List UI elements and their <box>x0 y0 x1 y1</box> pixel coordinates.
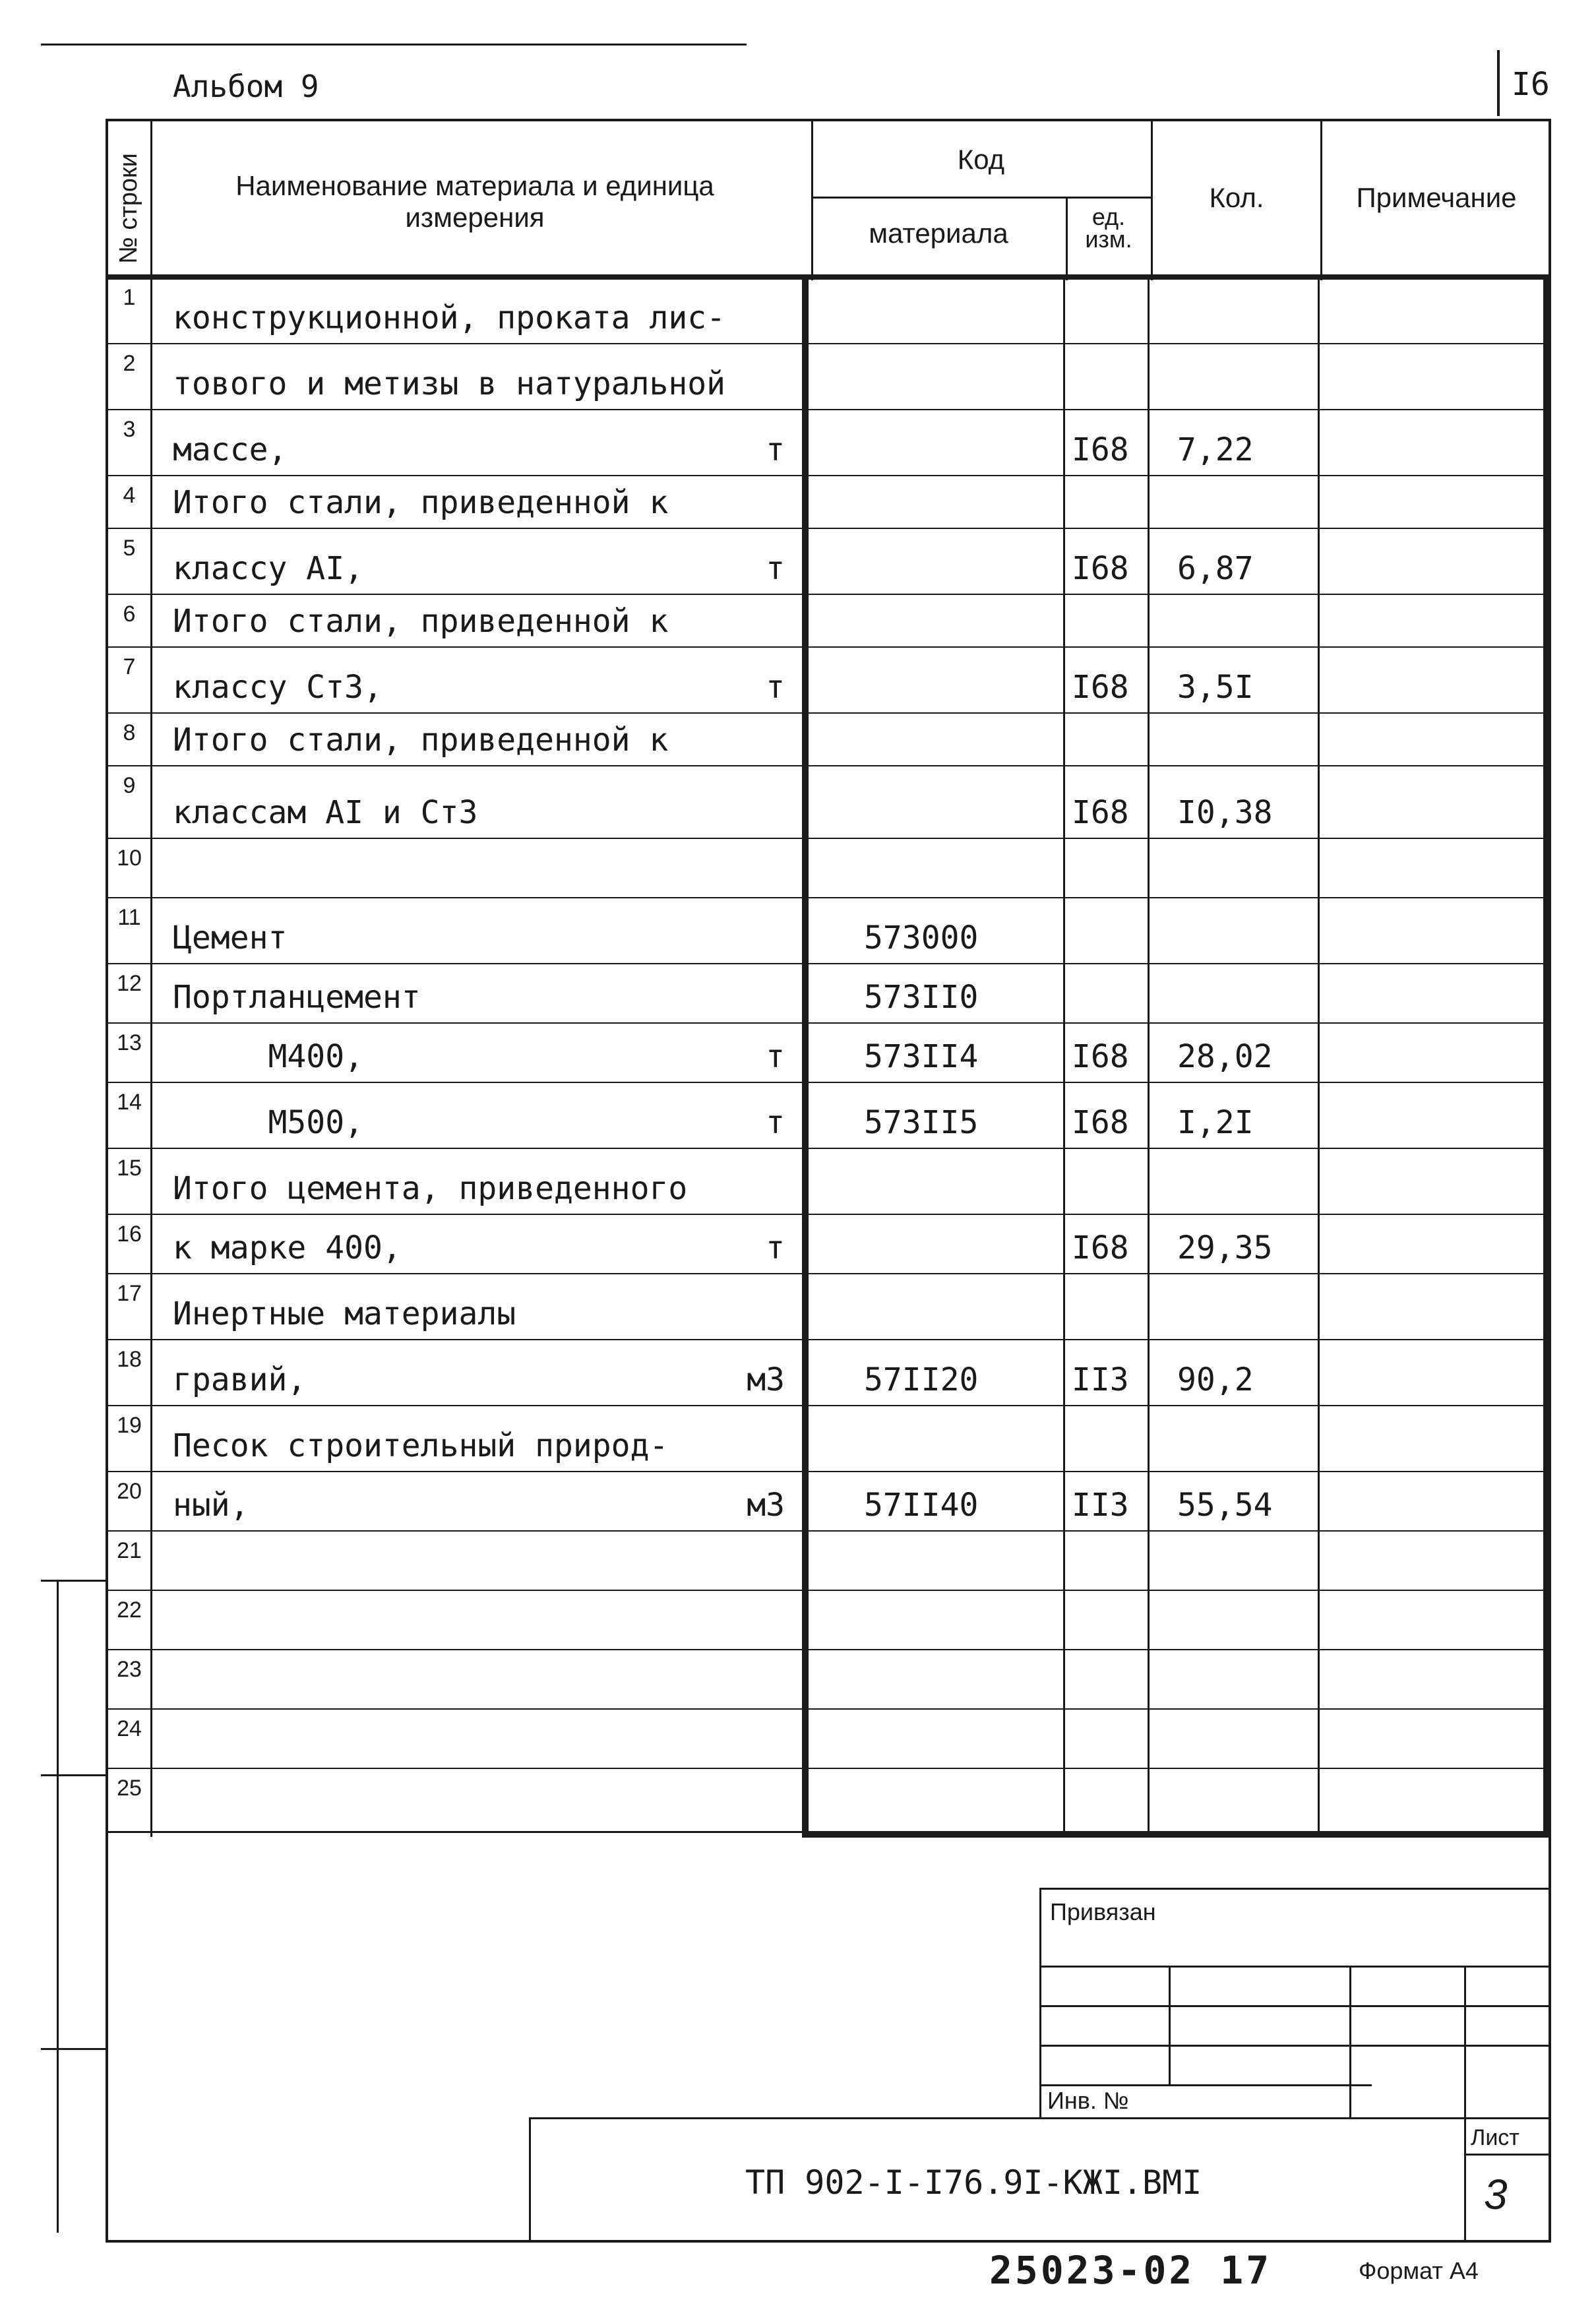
row-number: 5 <box>123 536 136 561</box>
sheet-label: Лист <box>1471 2125 1519 2150</box>
row-name: к марке 400, <box>173 1229 402 1266</box>
order-number: 25023-02 17 <box>989 2248 1272 2293</box>
row-number: 21 <box>117 1538 142 1563</box>
row-divider <box>106 646 1547 648</box>
row-divider <box>106 1273 1547 1274</box>
sheet-number: 3 <box>1484 2171 1508 2218</box>
inv-label: Инв. № <box>1047 2087 1129 2114</box>
row-quantity: I,2I <box>1177 1104 1254 1141</box>
row-unit: м3 <box>747 1361 785 1398</box>
row-number: 23 <box>117 1657 142 1682</box>
row-unit: т <box>766 1104 785 1141</box>
format-label: Формат А4 <box>1359 2257 1479 2284</box>
album-label: Альбом 9 <box>173 69 319 104</box>
row-number: 8 <box>123 720 136 745</box>
row-unit-code: I68 <box>1072 431 1129 468</box>
row-number: 14 <box>117 1090 142 1115</box>
row-material-code: 573000 <box>864 919 979 956</box>
row-number: 3 <box>123 417 136 442</box>
row-divider <box>106 1214 1547 1215</box>
row-divider <box>106 475 1547 476</box>
row-divider <box>106 1022 1547 1024</box>
row-divider <box>106 1530 1547 1532</box>
row-divider <box>106 594 1547 595</box>
row-number: 22 <box>117 1598 142 1623</box>
col-note-header: Примечание <box>1356 182 1517 213</box>
row-number: 16 <box>117 1222 142 1247</box>
page-number-divider <box>1497 50 1500 116</box>
row-number: 18 <box>117 1347 142 1372</box>
col-qty-header: Кол. <box>1209 182 1264 213</box>
row-number: 12 <box>117 971 142 996</box>
row-number: 6 <box>123 602 136 627</box>
row-divider <box>106 1339 1547 1340</box>
row-unit: т <box>766 1038 785 1075</box>
row-name: ный, <box>173 1487 249 1524</box>
row-unit-code: I68 <box>1072 1104 1129 1141</box>
row-number: 1 <box>123 285 136 310</box>
row-number: 7 <box>123 654 136 679</box>
row-quantity: 6,87 <box>1177 550 1254 587</box>
row-name: классам AI и Ст3 <box>173 794 478 831</box>
row-material-code: 57II20 <box>864 1361 979 1398</box>
row-number: 9 <box>123 773 136 798</box>
row-name: массе, <box>173 431 288 468</box>
row-material-code: 573II5 <box>864 1104 979 1141</box>
row-name: Инертные материалы <box>173 1295 516 1332</box>
row-name: Итого цемента, приведенного <box>173 1170 688 1207</box>
row-divider <box>106 1082 1547 1083</box>
row-name: М400, <box>173 1038 363 1075</box>
row-name: тового и метизы в натуральной <box>173 365 726 402</box>
row-number: 24 <box>117 1716 142 1741</box>
row-number: 25 <box>117 1776 142 1801</box>
row-name: Портланцемент <box>173 979 421 1016</box>
row-name: Песок строительный природ- <box>173 1427 669 1464</box>
row-unit: т <box>766 669 785 706</box>
row-unit-code: I68 <box>1072 550 1129 587</box>
row-quantity: 3,5I <box>1177 669 1254 706</box>
row-name: Итого стали, приведенной к <box>173 603 669 640</box>
row-name: Итого стали, приведенной к <box>173 722 669 759</box>
row-material-code: 57II40 <box>864 1487 979 1524</box>
linked-label: Привязан <box>1050 1898 1156 1925</box>
row-name: Цемент <box>173 919 288 956</box>
col-rownum-header: № строки <box>115 153 142 264</box>
row-unit: т <box>766 431 785 468</box>
row-divider <box>106 1405 1547 1406</box>
row-number: 17 <box>117 1281 142 1306</box>
page-number: I6 <box>1512 66 1550 103</box>
row-quantity: 29,35 <box>1177 1229 1273 1266</box>
row-divider <box>106 712 1547 714</box>
row-name: классу Ст3, <box>173 669 383 706</box>
row-unit: т <box>766 550 785 587</box>
row-unit-code: II3 <box>1072 1487 1129 1524</box>
row-divider <box>106 1708 1547 1710</box>
row-unit-code: I68 <box>1072 1229 1129 1266</box>
row-unit: м3 <box>747 1487 785 1524</box>
row-quantity: 55,54 <box>1177 1487 1273 1524</box>
row-divider <box>106 528 1547 529</box>
row-number: 13 <box>117 1030 142 1055</box>
row-number: 11 <box>117 905 141 930</box>
row-unit-code: I68 <box>1072 669 1129 706</box>
col-code-unit-header: ед. изм. <box>1085 203 1132 253</box>
row-name: конструкционной, проката лис- <box>173 299 726 336</box>
row-divider <box>106 1649 1547 1650</box>
row-quantity: 7,22 <box>1177 431 1254 468</box>
row-divider <box>106 1590 1547 1591</box>
row-number: 4 <box>123 483 136 508</box>
row-divider <box>106 1471 1547 1472</box>
row-name: классу AI, <box>173 550 363 587</box>
col-code-material-header: материала <box>869 218 1008 249</box>
row-number: 19 <box>117 1413 142 1438</box>
col-name-header: Наименование материала и единица измерения <box>235 170 714 233</box>
row-divider <box>106 1148 1547 1149</box>
designation: ТП 902-I-I76.9I-КЖI.ВМI <box>745 2163 1202 2202</box>
row-name: М500, <box>173 1104 363 1141</box>
row-divider <box>106 1768 1547 1769</box>
row-material-code: 573II0 <box>864 979 979 1016</box>
row-unit-code: II3 <box>1072 1361 1129 1398</box>
row-divider <box>106 343 1547 344</box>
row-quantity: 28,02 <box>1177 1038 1273 1075</box>
row-divider <box>106 897 1547 898</box>
row-name: гравий, <box>173 1361 307 1398</box>
row-number: 2 <box>123 351 136 376</box>
row-quantity: I0,38 <box>1177 794 1273 831</box>
row-unit-code: I68 <box>1072 1038 1129 1075</box>
row-number: 20 <box>117 1479 142 1504</box>
row-material-code: 573II4 <box>864 1038 979 1075</box>
row-number: 15 <box>117 1156 142 1181</box>
row-number: 10 <box>117 846 142 871</box>
row-divider <box>106 838 1547 839</box>
top-rule <box>41 44 747 46</box>
row-divider <box>106 765 1547 766</box>
row-unit: т <box>766 1229 785 1266</box>
row-divider <box>106 409 1547 410</box>
row-name: Итого стали, приведенной к <box>173 484 669 521</box>
col-code-header: Код <box>957 144 1005 175</box>
row-divider <box>106 963 1547 964</box>
row-quantity: 90,2 <box>1177 1361 1254 1398</box>
row-unit-code: I68 <box>1072 794 1129 831</box>
